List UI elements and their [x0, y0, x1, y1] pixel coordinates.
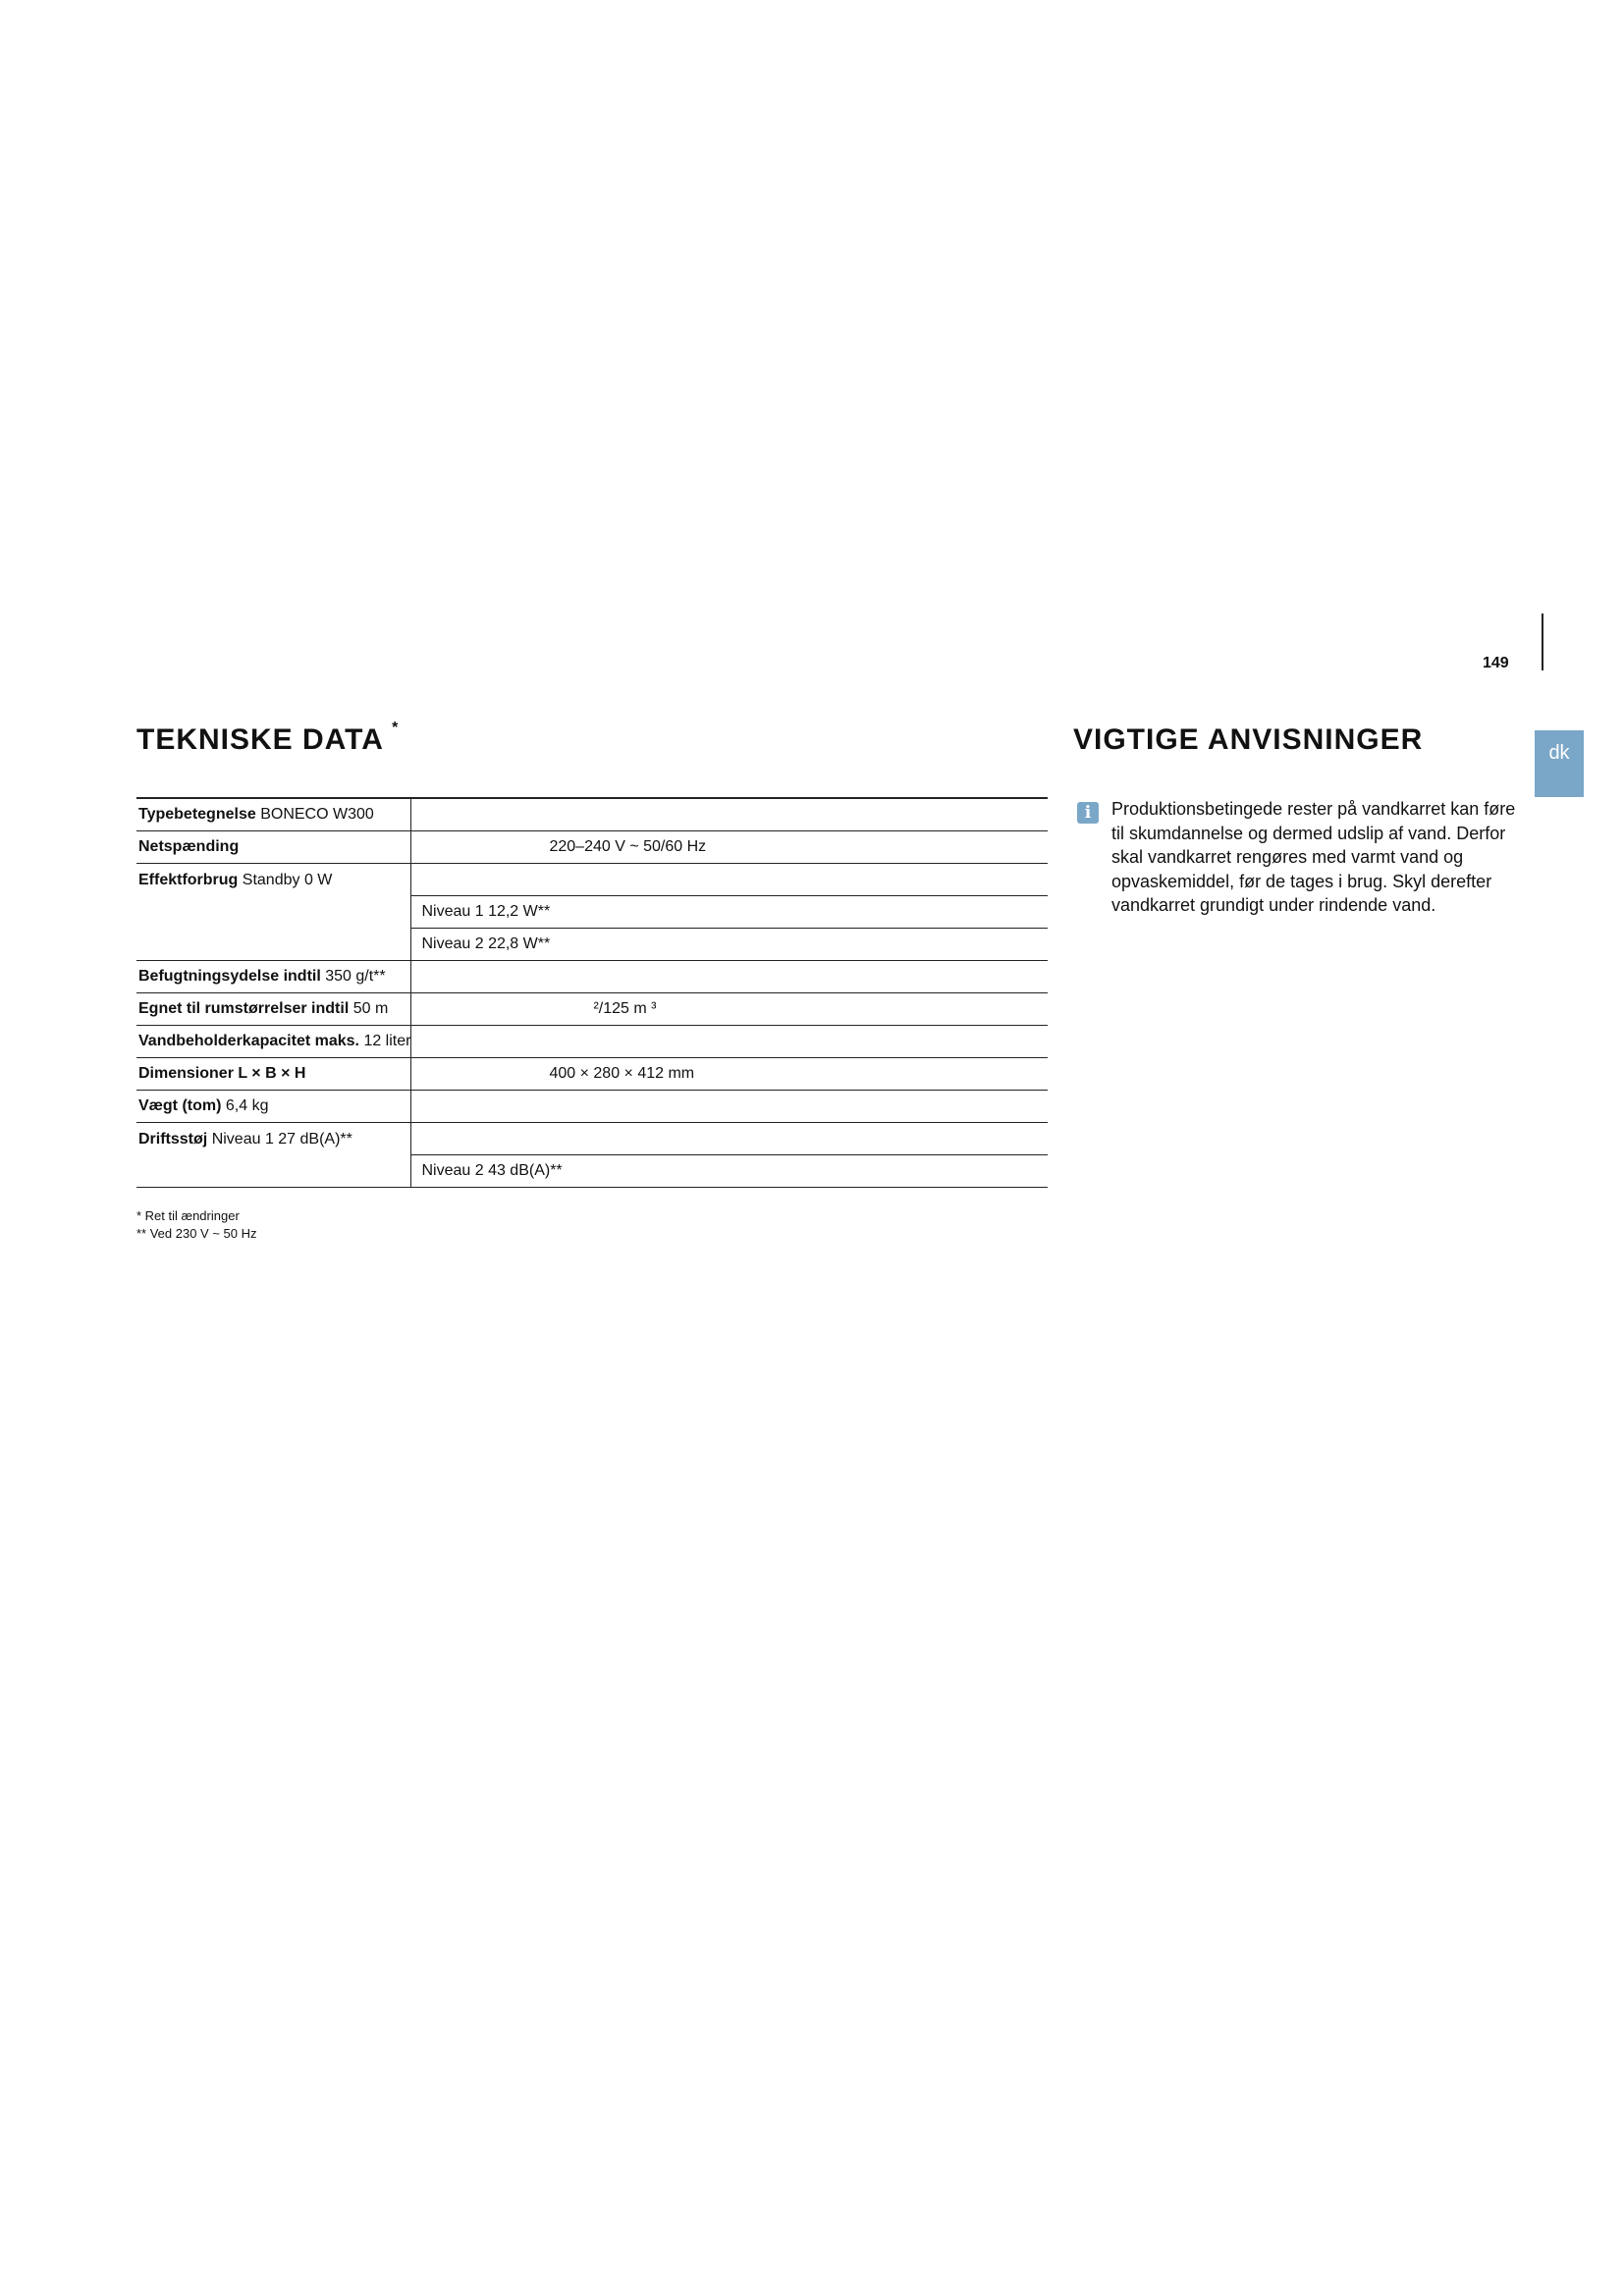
spec-value: Standby 0 W — [242, 871, 333, 888]
spec-label: Befugtningsydelse indtil — [138, 967, 321, 985]
footnote: * Ret til ændringer — [136, 1208, 240, 1223]
table-row — [136, 1057, 1048, 1090]
table-row — [136, 1090, 1048, 1122]
spec-right — [411, 1025, 1048, 1057]
spec-right — [411, 1122, 1048, 1154]
note-text: Produktionsbetingede rester på vandkarret kan føre til skumdannelse og dermed udslip af vand. Derfor skal vandkarret rengøres med varmt vand og opvaskemiddel, før de tages i brug. Skyl derefter vandkarret grundigt under rindende vand. — [1111, 799, 1516, 915]
technical-data-title-text: TEKNISKE DATA — [136, 723, 383, 756]
spec-label: Egnet til rumstørrelser indtil — [138, 999, 350, 1017]
spec-label: Vandbeholderkapacitet maks. — [138, 1032, 359, 1049]
spec-label: Netspænding — [138, 837, 240, 855]
spec-label: Vægt (tom) — [138, 1096, 222, 1114]
spec-right: 220–240 V ~ 50/60 Hz — [549, 837, 707, 855]
important-note — [1077, 797, 1529, 918]
table-row — [136, 863, 1048, 895]
table-row — [136, 830, 1048, 863]
spec-right — [411, 798, 1048, 830]
table-row — [136, 1122, 1048, 1154]
technical-data-title — [136, 720, 400, 757]
spec-value: Niveau 1 27 dB(A)** — [211, 1130, 352, 1148]
footnotes — [136, 1207, 257, 1243]
info-icon: i — [1077, 802, 1099, 824]
spec-right — [411, 1090, 1048, 1122]
page-rule — [1542, 614, 1543, 670]
spec-label: Typebetegnelse — [138, 805, 256, 823]
table-row — [136, 1025, 1048, 1057]
spec-value: BONECO W300 — [260, 805, 374, 823]
table-row — [136, 960, 1048, 992]
table-row — [136, 992, 1048, 1025]
spec-label: Effektforbrug — [138, 871, 239, 888]
spec-right: Niveau 1 12,2 W** — [411, 895, 1048, 928]
spec-value: 12 liter — [363, 1032, 411, 1049]
spec-value: 50 m — [352, 999, 389, 1017]
spec-right: Niveau 2 22,8 W** — [411, 928, 1048, 960]
spec-right — [411, 960, 1048, 992]
spec-label: Dimensioner L × B × H — [138, 1064, 306, 1082]
spec-right: Niveau 2 43 dB(A)** — [411, 1154, 1048, 1187]
footnote: ** Ved 230 V ~ 50 Hz — [136, 1226, 257, 1241]
spec-value: 350 g/t** — [325, 967, 386, 985]
page-number: 149 — [1483, 655, 1509, 671]
spec-table — [136, 797, 1048, 1188]
title-footnote-mark: * — [392, 720, 400, 736]
spec-value: 6,4 kg — [225, 1096, 269, 1114]
table-row — [136, 798, 1048, 830]
spec-label: Driftsstøj — [138, 1130, 208, 1148]
spec-right: 400 × 280 × 412 mm — [549, 1064, 695, 1082]
spec-right — [411, 863, 1048, 895]
spec-right: ²/125 m ³ — [593, 999, 657, 1017]
language-tab: dk — [1535, 730, 1584, 797]
important-notes-title: VIGTIGE ANVISNINGER — [1073, 723, 1424, 756]
